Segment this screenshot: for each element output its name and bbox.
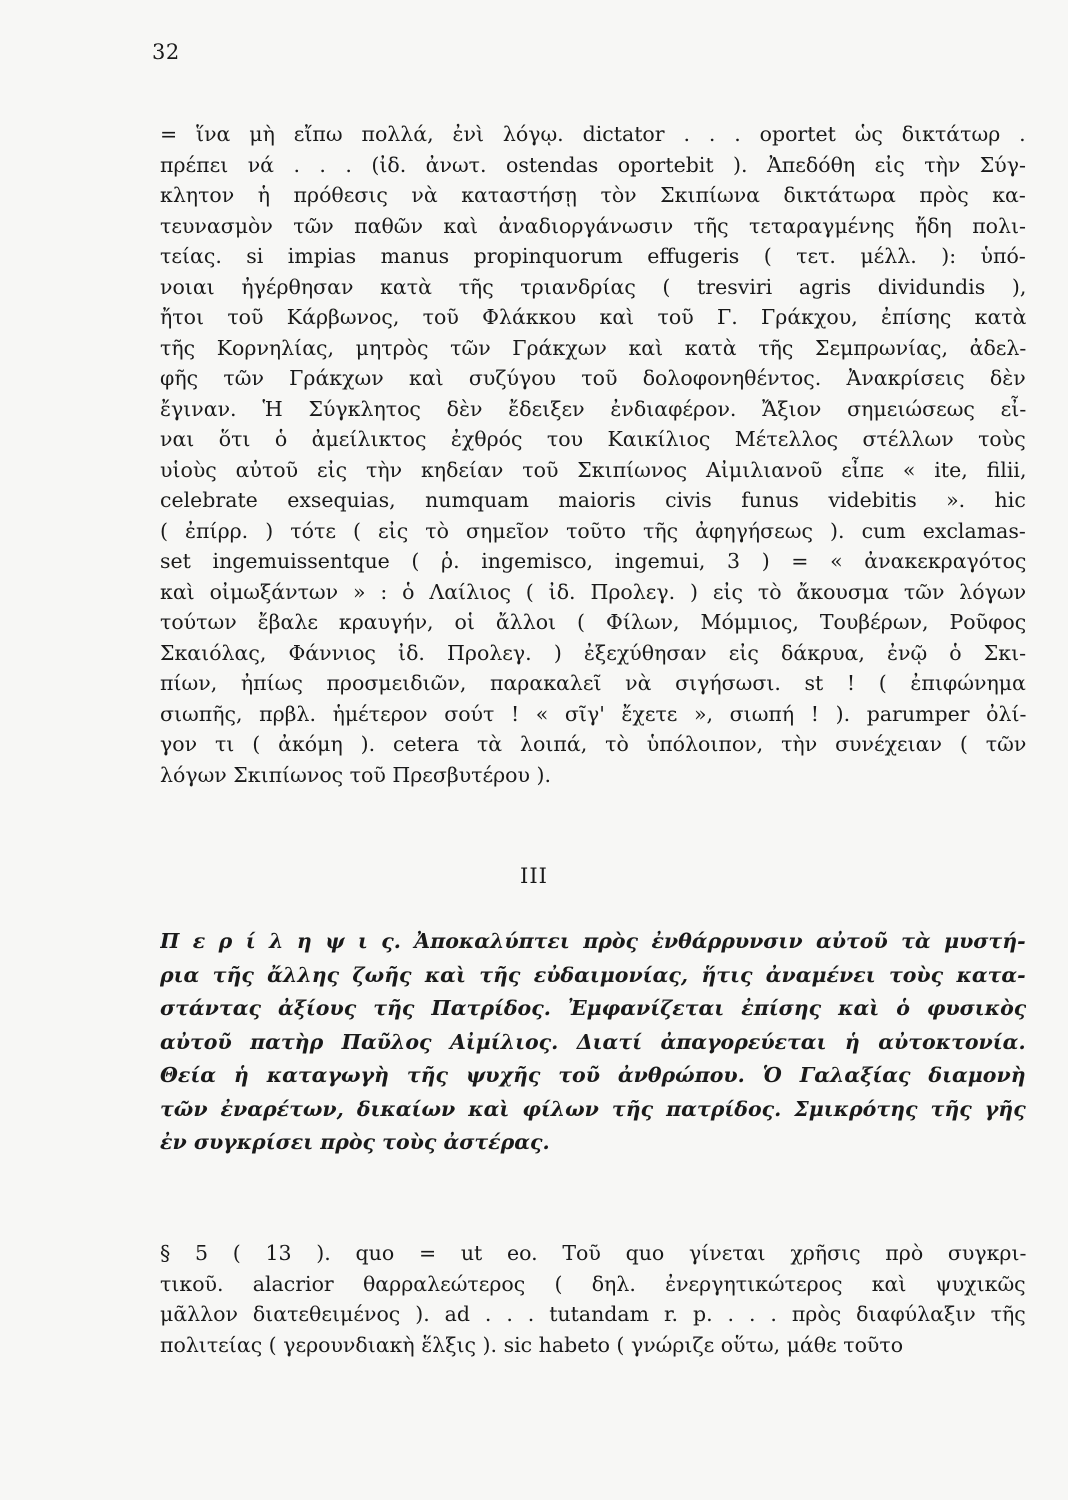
summary-line: στάντας ἀξίους τῆς Πατρίδος. Ἐμφανίζεται ἐπίσης καὶ ὁ φυσικὸς	[160, 996, 1026, 1020]
text-line: ναι ὅτι ὁ ἀμείλικτος ἐχθρός του Καικίλιος Μέτελλος στέλλων τοὺς	[160, 427, 1026, 451]
text-line: πρέπει νά . . . (ἰδ. ἀνωτ. ostendas oportebit ). Ἀπεδόθη εἰς τὴν Σύγ-	[160, 152, 1026, 177]
text-line: τικοῦ. alacrior θαρραλεώτερος ( δηλ. ἐνεργητικώτερος καὶ ψυχικῶς	[160, 1271, 1026, 1296]
text-line: κλητον ἡ πρόθεσις νὰ καταστήσῃ τὸν Σκιπίωνα δικτάτωρα πρὸς κα-	[160, 183, 1026, 207]
summary-line: ρια τῆς ἄλλης ζωῆς καὶ τῆς εὐδαιμονίας, ἥτις ἀναμένει τοὺς κατα-	[160, 962, 1026, 987]
text-line: set ingemuissentque ( ῥ. ingemisco, ingemui, 3 ) = « ἀνακεκραγότος	[160, 549, 1026, 573]
summary-line: Π ε ρ ί λ η ψ ι ς. Ἀποκαλύπτει πρὸς ἐνθάρρυνσιν αὐτοῦ τὰ μυστή-	[160, 929, 1026, 953]
text-line: τευνασμὸν τῶν παθῶν καὶ ἀναδιοργάνωσιν τῆς τεταραγμένης ἤδη πολι-	[160, 213, 1026, 238]
text-line: τείας. si impias manus propinquorum effugeris ( τετ. μέλλ. ): ὑπό-	[160, 244, 1026, 268]
text-line: ( ἐπίρρ. ) τότε ( εἰς τὸ σημεῖον τοῦτο τῆς ἀφηγήσεως ). cum exclamas-	[160, 518, 1026, 543]
summary-paragraph	[160, 925, 1026, 1160]
text-line: § 5 ( 13 ). quo = ut eo. Τοῦ quo γίνεται χρῆσις πρὸ συγκρι-	[160, 1241, 1026, 1265]
text-line: νοιαι ἠγέρθησαν κατὰ τῆς τριανδρίας ( tresviri agris dividundis ),	[160, 274, 1026, 299]
commentary-paragraph-1	[160, 119, 1026, 790]
text-line: φῆς τῶν Γράκχων καὶ συζύγου τοῦ δολοφονηθέντος. Ἀνακρίσεις δὲν	[160, 366, 1026, 390]
text-line: = ἵνα μὴ εἴπω πολλά, ἐνὶ λόγῳ. dictator . . . oportet ὡς δικτάτωρ .	[160, 122, 1026, 146]
text-line: πολιτείας ( γερουνδιακὴ ἕλξις ). sic habeto ( γνώριζε οὕτω, μάθε τοῦτο	[160, 1332, 904, 1357]
text-line: σιωπῆς, πρβλ. ἡμέτερον σούτ ! « σῖγ' ἔχετε », σιωπή ! ). parumper ὀλί-	[160, 701, 1026, 726]
text-line: καὶ οἰμωξάντων » : ὁ Λαίλιος ( ἰδ. Προλεγ. ) εἰς τὸ ἄκουσμα τῶν λόγων	[160, 579, 1026, 604]
text-line: γον τι ( ἀκόμη ). cetera τὰ λοιπά, τὸ ὑπόλοιπον, τὴν συνέχειαν ( τῶν	[160, 732, 1026, 756]
text-line: celebrate exsequias, numquam maioris civis funus videbitis ». hic	[160, 488, 1026, 512]
text-line: τούτων ἔβαλε κραυγήν, οἱ ἄλλοι ( Φίλων, Μόμμιος, Τουβέρων, Ροῦφος	[160, 610, 1026, 634]
text-line: πίων, ἠπίως προσμειδιῶν, παρακαλεῖ νὰ σιγήσωσι. st ! ( ἐπιφώνημα	[160, 671, 1026, 695]
commentary-paragraph-3	[160, 1238, 1026, 1360]
text-line: Σκαιόλας, Φάννιος ἰδ. Προλεγ. ) ἐξεχύθησαν εἰς δάκρυα, ἐνῷ ὁ Σκι-	[160, 640, 1026, 665]
text-line: τῆς Κορνηλίας, μητρὸς τῶν Γράκχων καὶ κατὰ τῆς Σεμπρωνίας, ἀδελ-	[160, 335, 1026, 360]
text-line: μᾶλλον διατεθειμένος ). ad . . . tutandam r. p. . . . πρὸς διαφύλαξιν τῆς	[160, 1302, 1026, 1326]
summary-line: ἐν συγκρίσει πρὸς τοὺς ἀστέρας.	[160, 1130, 550, 1154]
summary-line: αὐτοῦ πατὴρ Παῦλος Αἰμίλιος. Διατί ἀπαγορεύεται ἡ αὐτοκτονία.	[160, 1029, 1026, 1054]
summary-line: τῶν ἐναρέτων, δικαίων καὶ φίλων τῆς πατρίδος. Σμικρότης τῆς γῆς	[160, 1096, 1026, 1121]
text-line: ἤτοι τοῦ Κάρβωνος, τοῦ Φλάκκου καὶ τοῦ Γ. Γράκχου, ἐπίσης κατὰ	[160, 305, 1026, 329]
section-heading: III	[520, 864, 548, 888]
text-line: υἱοὺς αὐτοῦ εἰς τὴν κηδείαν τοῦ Σκιπίωνος Αἰμιλιανοῦ εἶπε « ite, filii,	[160, 457, 1026, 482]
summary-line: Θεία ἡ καταγωγὴ τῆς ψυχῆς τοῦ ἀνθρώπου. Ὁ Γαλαξίας διαμονὴ	[160, 1063, 1026, 1087]
text-line: λόγων Σκιπίωνος τοῦ Πρεσβυτέρου ).	[160, 762, 552, 787]
text-line: ἔγιναν. Ἡ Σύγκλητος δὲν ἔδειξεν ἐνδιαφέρον. Ἄξιον σημειώσεως εἶ-	[160, 396, 1026, 421]
page-number: 32	[152, 40, 180, 64]
